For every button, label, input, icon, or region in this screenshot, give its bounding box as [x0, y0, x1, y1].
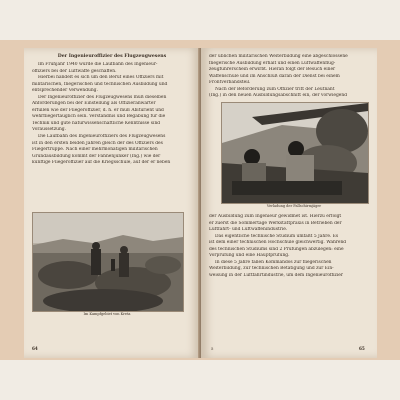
- paratroopers-photo: [221, 102, 369, 204]
- text-line: offiziers bei der Luftwaffe geschaffen.: [32, 68, 117, 74]
- right-body-text-bottom: [209, 214, 371, 279]
- text-line: In diese 5 Jahre fallen Kommandos zur fliegerischen: [215, 259, 332, 265]
- text-line: Nach der Beförderung zum Offizier tritt der Leutnant: [215, 86, 335, 92]
- right-body-text-top: [209, 54, 371, 100]
- section-heading: Der Ingenieuroffizier des Flugzeugwesens: [57, 54, 167, 59]
- text-line: Die Laufbahn des Ingenieuroffiziers des Flugzeugwesens: [38, 134, 166, 140]
- text-line: künftige Fliegeroffizier auf die Kriegsschule, auf der er neben: [32, 160, 171, 166]
- text-line: Hierbei handelt es sich um den Beruf eines Offiziers mit: [38, 75, 164, 81]
- text-line: Weiterbildung, zur technischen Betätigung und zur Ein-: [209, 266, 334, 272]
- text-line: Das eigentliche technische Studium umfaßt 5 Jahre. Es: [215, 233, 339, 239]
- left-body-text: [32, 62, 194, 167]
- text-line: wehrfliegertauglich sein. Verständnis und Begabung für die: [32, 114, 166, 120]
- page-number: 64: [32, 346, 38, 351]
- text-line: Luftfahrt- und Luftwaffenindustrie.: [209, 227, 288, 233]
- text-line: Voraussetzung.: [32, 127, 66, 133]
- text-line: Grundausbildung kommt der Fahnenjunker (Ing.) wie der: [32, 153, 161, 159]
- text-line: Technik und gute naturwissenschaftliche Kenntnisse sind: [32, 120, 161, 126]
- page-number: 65: [359, 346, 365, 351]
- text-line: zeugführerschein erwirbt. Hieran folgt der Besuch einer: [209, 67, 336, 73]
- right-page: [201, 48, 377, 358]
- text-line: entsprechender Verwendung.: [32, 88, 98, 94]
- text-line: Fliegertruppe. Nach einer mehrmonatigen militärischen: [32, 147, 158, 153]
- text-line: militärischen, fliegerischen und technischen Ausbildung und: [32, 81, 168, 87]
- text-line: Frontverbandsteil.: [209, 80, 251, 86]
- text-line: des technischen Studiums sind 2 Prüfungen abzulegen: eine: [209, 246, 344, 252]
- text-line: weisung in der Luftfahrtindustrie, um dem Ingenieuroffizier: [209, 272, 343, 278]
- text-line: der Ausbildung zum Ingenieur gewidmet ist. Hierzu erfolgt: [209, 214, 342, 219]
- battlefield-photo: [32, 212, 184, 312]
- text-line: (Ing.) in den neuen Ausbildungsabschnitt ein, der vorwiegend: [209, 93, 348, 99]
- text-line: Im Frühjahr 1940 wurde die Laufbahn des Ingenieur-: [38, 62, 158, 67]
- photo-caption: Im Kampfgebiet von Kreta: [83, 312, 131, 316]
- text-line: erfüllen wie der Fliegeroffizier, d. h. er muß Abiturient und: [32, 107, 164, 113]
- text-line: fliegerische Ausbildung erhält und einen Luftwaffenflug-: [209, 60, 336, 66]
- text-line: Der Ingenieuroffizier des Flugzeugwesens muß dieselben: [38, 94, 167, 100]
- text-line: Anforderungen bei der Einstellung als Offizieranwärter: [32, 101, 156, 107]
- text-line: er zuerst die Sommertage Werkstattpraxis in Betrieben der: [209, 220, 342, 226]
- text-line: der üblichen militärischen Weiterbildung eine abgeschlossene: [209, 54, 348, 59]
- text-line: Waffenschule und im Anschluß daran der Dienst bei einem: [209, 73, 340, 79]
- left-page: [24, 48, 200, 358]
- open-book: [0, 40, 400, 360]
- photo-caption: Verladung der Fallschirmjäger: [266, 204, 322, 208]
- text-line: ist in den ersten beiden Jahren gleich der des Offiziers des: [32, 140, 163, 146]
- signature-mark: 5: [211, 346, 214, 351]
- text-line: ist dem einer technischen Hochschule gleichwertig. Während: [209, 240, 347, 246]
- text-line: Vorprüfung und eine Hauptprüfung.: [209, 253, 290, 259]
